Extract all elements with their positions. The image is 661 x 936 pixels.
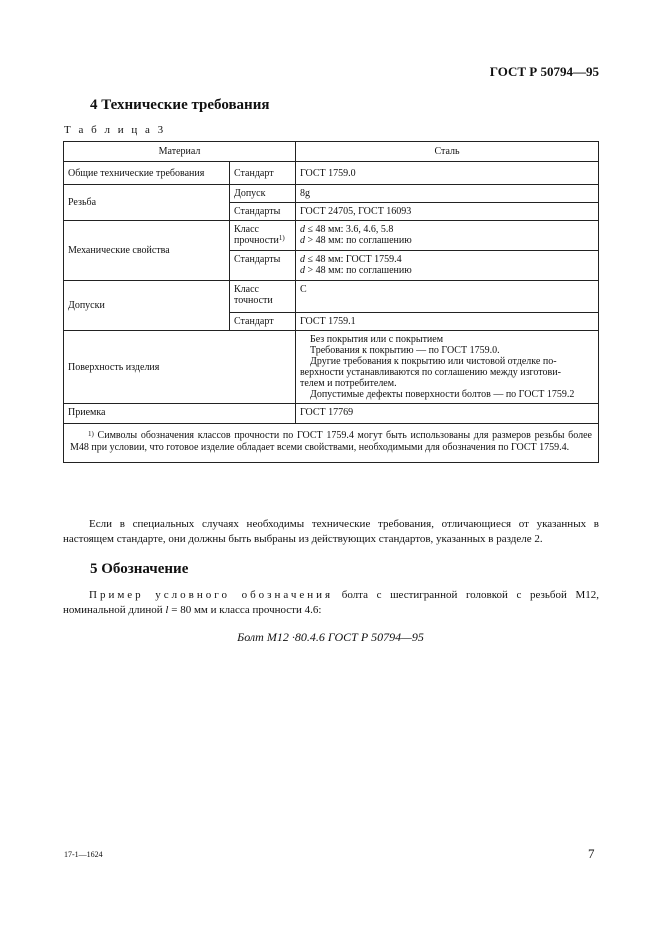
strength-class-value-1-text: ≤ 48 мм: 3.6, 4.6, 5.8 — [305, 224, 394, 235]
table-footnote — [64, 424, 599, 463]
row-value-general: ГОСТ 1759.0 — [296, 162, 599, 185]
row-value-thread-tolerance: 8g — [296, 185, 599, 203]
requirements-table — [63, 141, 599, 463]
surface-line: Требования к покрытию — по ГОСТ 1759.0. — [310, 345, 500, 356]
surface-line: Другие требования к покрытию или чистовой отделке по- — [310, 356, 557, 367]
example-lead: Пример условного обозначения — [89, 589, 334, 601]
row-label-mechanical: Механические свойства — [64, 221, 230, 281]
row-label-general: Общие технические требования — [64, 162, 230, 185]
strength-class-line1: Класс — [234, 224, 259, 235]
row-sub-thread-tolerance: Допуск — [230, 185, 296, 203]
table-row — [64, 331, 599, 404]
paragraph-special-requirements: Если в специальных случаях необходимы технические требования, отличающиеся от указанных в настоящем стандарте, они должны быть выбраны из действующих стандартов, указанных в разделе 2. — [63, 518, 599, 545]
strength-class-value-2 — [300, 235, 594, 246]
footnote-row — [64, 424, 599, 463]
table-row — [64, 185, 599, 203]
row-label-acceptance: Приемка — [64, 404, 296, 424]
example-text-end: = 80 мм и класса прочности 4.6: — [168, 604, 322, 616]
table-caption: Т а б л и ц а 3 — [64, 124, 166, 136]
row-sub-mech-standards: Стандарты — [230, 251, 296, 281]
row-sub-general: Стандарт — [230, 162, 296, 185]
footnote-body: Символы обозначения классов прочности по ГОСТ 1759.4 могут быть использованы для размеров резьбы более М48 при условии, что готовое изделие обладает всеми свойствами, необходимыми для обозначения по ГОСТ 1759.4. — [70, 430, 592, 453]
table-header-row — [64, 142, 599, 162]
row-value-mech-standards — [296, 251, 599, 281]
row-sub-accuracy-class — [230, 281, 296, 313]
surface-line: телем и потребителем. — [300, 378, 397, 389]
print-code: 17-1—1624 — [64, 850, 103, 859]
table-row — [64, 281, 599, 313]
table-row — [64, 221, 599, 251]
row-value-strength-class — [296, 221, 599, 251]
row-sub-tol-standard: Стандарт — [230, 313, 296, 331]
surface-line: Допустимые дефекты поверхности болтов — по ГОСТ 1759.2 — [310, 389, 575, 400]
strength-class-line2 — [234, 235, 291, 246]
section-4-title: 4 Технические требования — [90, 97, 270, 113]
accuracy-class-line1: Класс — [234, 284, 259, 295]
diameter-symbol: d — [300, 224, 305, 235]
length-symbol: l — [165, 604, 169, 616]
surface-line: верхности устанавливаются по соглашению между изготови- — [300, 367, 561, 378]
header-steel: Сталь — [296, 142, 599, 162]
row-value-surface — [296, 331, 599, 404]
diameter-symbol: d — [300, 235, 305, 246]
diameter-symbol: d — [300, 265, 305, 276]
section-5-title: 5 Обозначение — [90, 561, 189, 577]
row-sub-thread-standards: Стандарты — [230, 203, 296, 221]
row-label-surface: Поверхность изделия — [64, 331, 296, 404]
mech-standards-value-1-text: ≤ 48 мм: ГОСТ 1759.4 — [305, 254, 402, 265]
table-row — [64, 162, 599, 185]
row-sub-strength-class — [230, 221, 296, 251]
example-text: болта с шестигранной головкой с резьбой М12, номинальной длиной — [63, 589, 599, 616]
mech-standards-value-2 — [300, 265, 594, 276]
footnote-text — [70, 430, 592, 454]
row-label-thread: Резьба — [64, 185, 230, 221]
row-value-tol-standard: ГОСТ 1759.1 — [296, 313, 599, 331]
table-row — [64, 404, 599, 424]
standard-number-header: ГОСТ Р 50794—95 — [489, 64, 599, 79]
accuracy-class-line2: точности — [234, 295, 273, 306]
row-label-tolerances: Допуски — [64, 281, 230, 331]
surface-line: Без покрытия или с покрытием — [310, 334, 444, 345]
header-material: Материал — [64, 142, 296, 162]
strength-class-word: прочности — [234, 235, 279, 246]
strength-class-value-2-text: > 48 мм: по соглашению — [305, 235, 412, 246]
strength-class-value-1 — [300, 224, 594, 235]
footnote-mark: 1) — [88, 430, 94, 438]
designation-example-paragraph — [63, 588, 599, 618]
row-value-thread-standards: ГОСТ 24705, ГОСТ 16093 — [296, 203, 599, 221]
designation-formula: Болт М12 ·80.4.6 ГОСТ Р 50794—95 — [237, 630, 424, 644]
diameter-symbol: d — [300, 254, 305, 265]
mech-standards-value-1 — [300, 254, 594, 265]
page-number: 7 — [588, 846, 595, 861]
mech-standards-value-2-text: > 48 мм: по соглашению — [305, 265, 412, 276]
row-value-accuracy-class: С — [296, 281, 599, 313]
footnote-ref: 1) — [278, 234, 285, 242]
row-value-acceptance: ГОСТ 17769 — [296, 404, 599, 424]
